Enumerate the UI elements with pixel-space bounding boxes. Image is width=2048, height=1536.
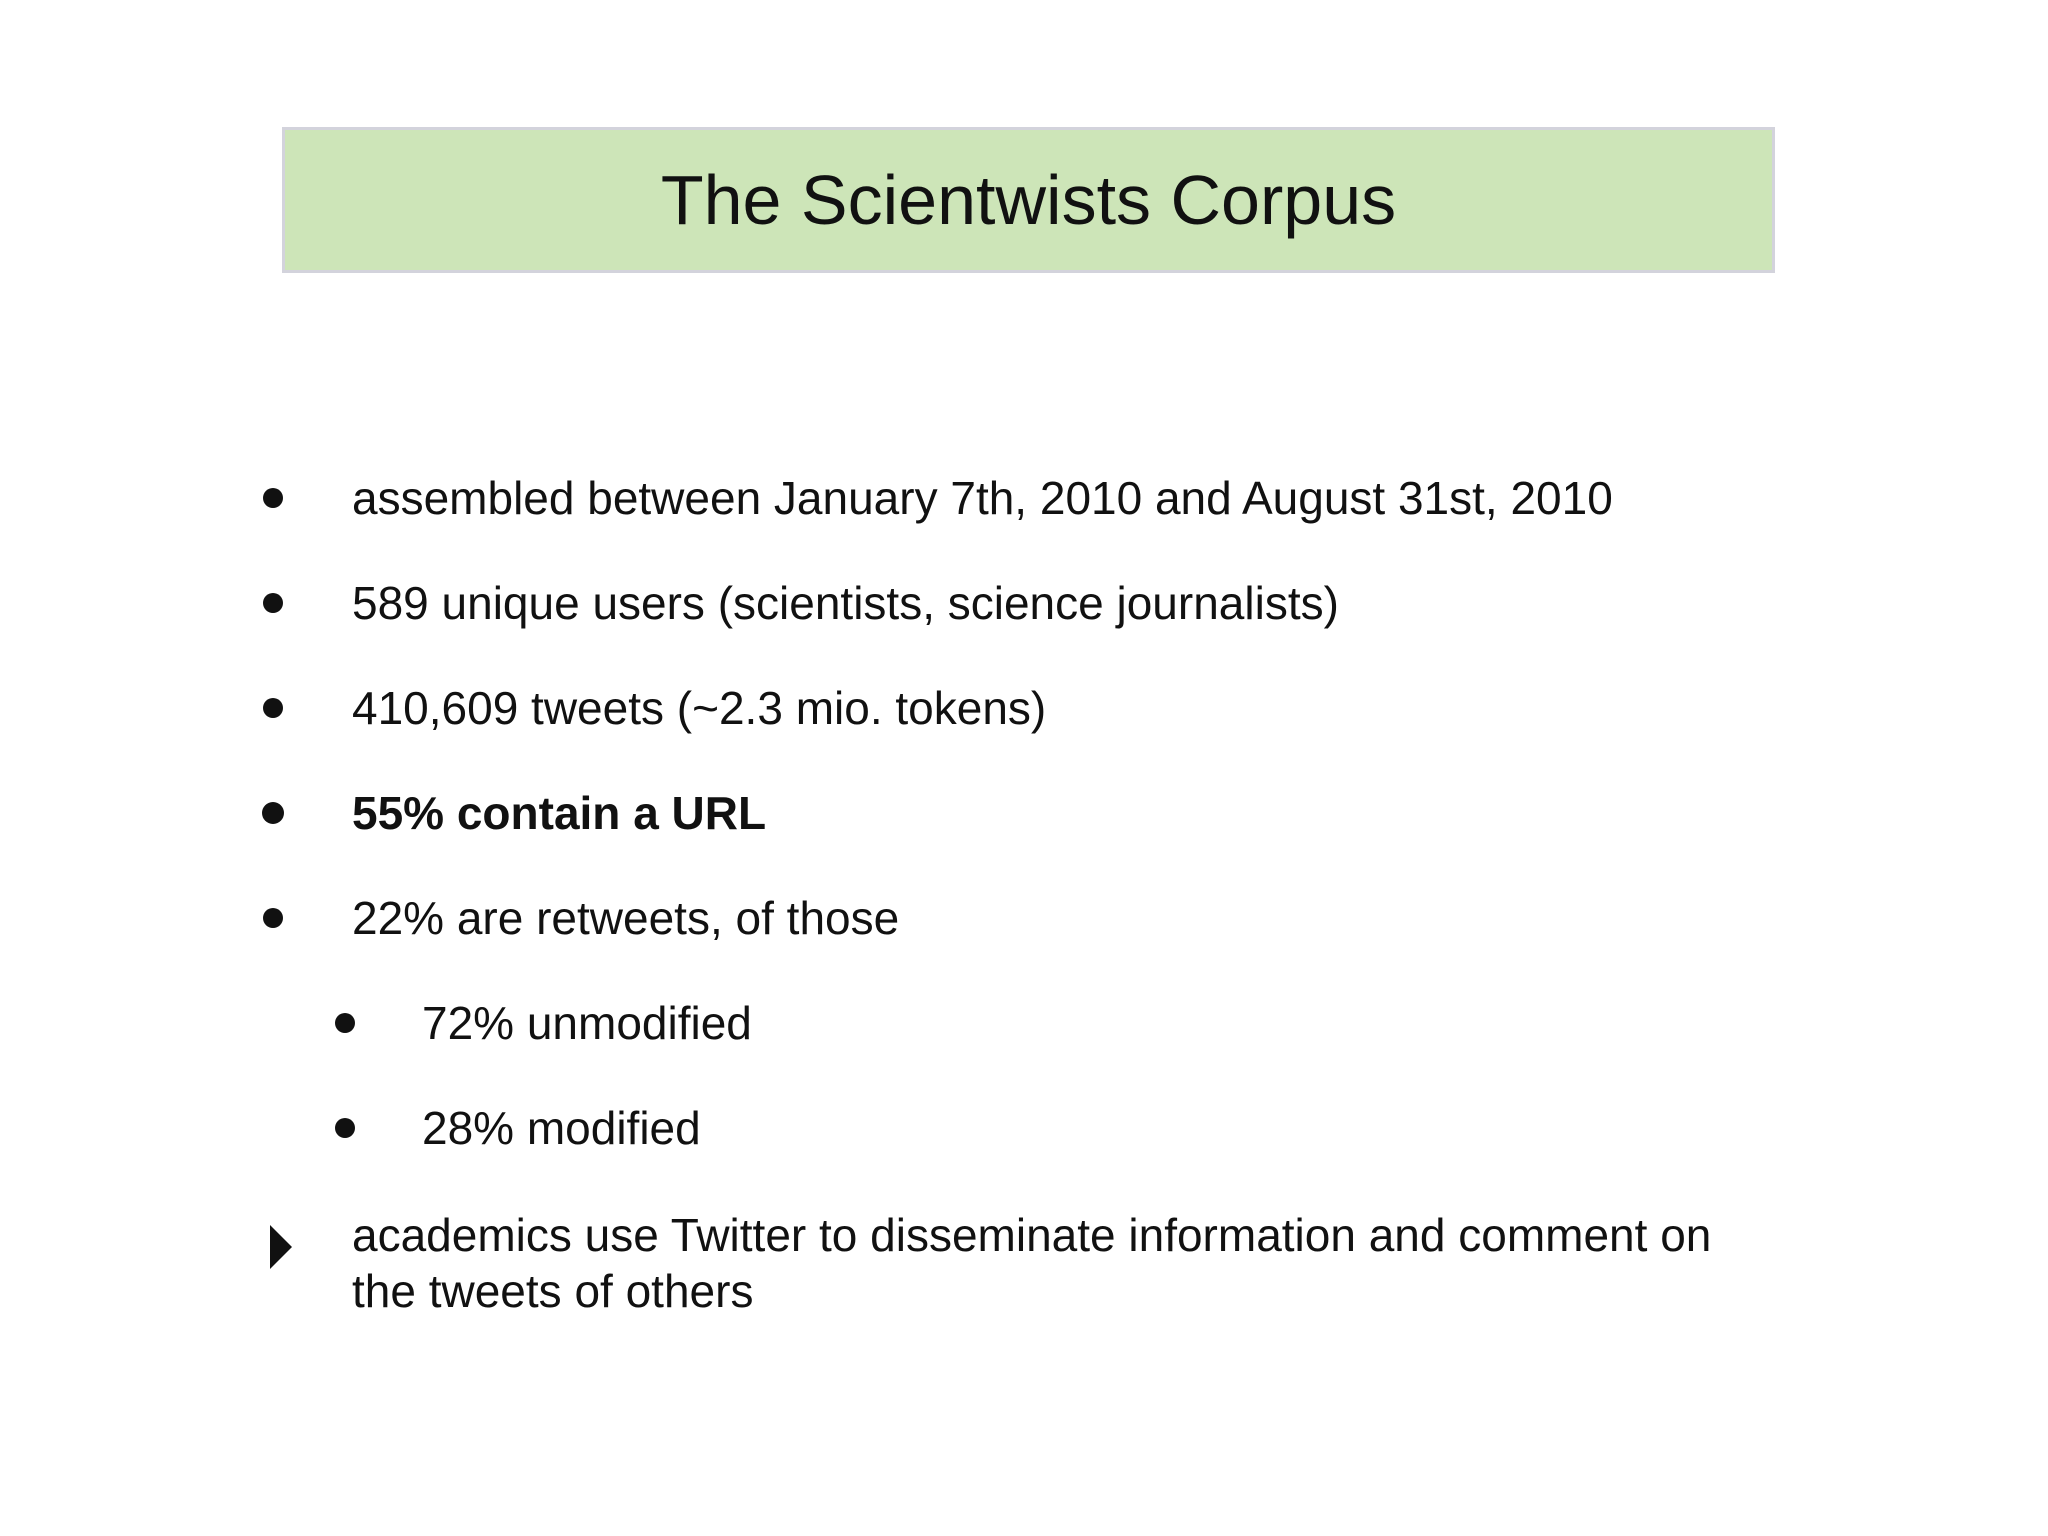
bullet-text: 22% are retweets, of those (352, 892, 900, 944)
bullet-dot-icon (263, 488, 283, 508)
bullet-dot-icon (335, 1118, 355, 1138)
sub-bullet-text: 28% modified (422, 1102, 701, 1154)
title-box (282, 127, 1775, 273)
bullet-text-emphasis: 55% contain a URL (352, 787, 767, 839)
bullet-dot-icon (263, 698, 283, 718)
bullet-dot-icon (335, 1013, 355, 1033)
sub-bullet-text: 72% unmodified (422, 997, 752, 1049)
bullet-dot-icon (263, 908, 283, 928)
conclusion-item (0, 1207, 2048, 1327)
arrow-right-icon (270, 1225, 292, 1269)
bullet-text: 410,609 tweets (~2.3 mio. tokens) (352, 682, 1047, 734)
conclusion-text-line1: academics use Twitter to disseminate information and comment on (352, 1209, 1712, 1261)
conclusion-text-line2: the tweets of others (352, 1265, 754, 1317)
bullet-text: 589 unique users (scientists, science journalists) (352, 577, 1339, 629)
bullet-dot-icon (263, 593, 283, 613)
bullet-text: assembled between January 7th, 2010 and August 31st, 2010 (352, 472, 1613, 524)
bullet-dot-icon (262, 802, 284, 824)
slide-title: The Scientwists Corpus (660, 161, 1397, 239)
